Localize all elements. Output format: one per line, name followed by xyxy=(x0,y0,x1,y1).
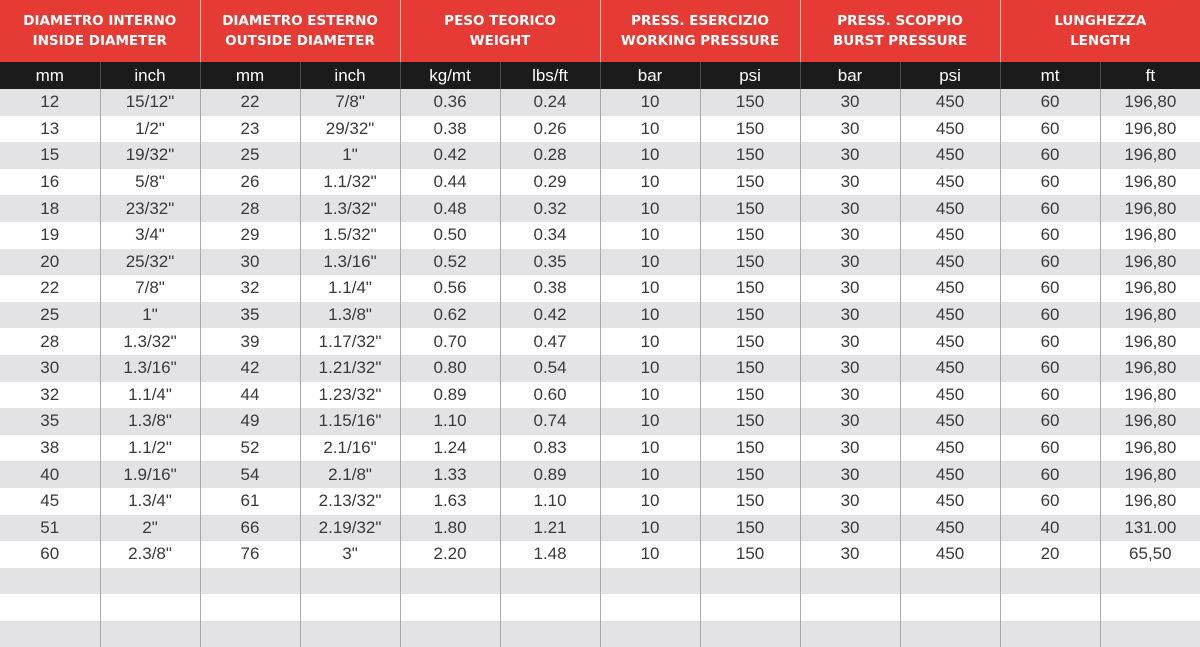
table-cell: 12 xyxy=(0,89,100,116)
table-cell: 7/8" xyxy=(300,89,400,116)
header-length: LUNGHEZZA LENGTH xyxy=(1000,0,1200,62)
table-cell: 0.26 xyxy=(500,116,600,143)
table-cell: 52 xyxy=(200,435,300,462)
table-cell xyxy=(100,594,200,621)
table-cell: 196,80 xyxy=(1100,488,1200,515)
table-row xyxy=(0,461,1200,488)
table-row xyxy=(0,408,1200,435)
table-cell: 450 xyxy=(900,249,1000,276)
table-cell: 1.10 xyxy=(400,408,500,435)
table-cell: 450 xyxy=(900,541,1000,568)
table-cell xyxy=(900,594,1000,621)
table-body xyxy=(0,89,1200,647)
table-cell: 0.56 xyxy=(400,275,500,302)
unit-label: bar xyxy=(600,62,700,89)
table-cell: 30 xyxy=(200,249,300,276)
table-cell: 1.10 xyxy=(500,488,600,515)
table-row xyxy=(0,382,1200,409)
table-cell xyxy=(100,568,200,595)
table-cell: 450 xyxy=(900,355,1000,382)
table-cell: 60 xyxy=(1000,275,1100,302)
table-cell: 30 xyxy=(800,541,900,568)
table-cell xyxy=(0,621,100,647)
table-row xyxy=(0,249,1200,276)
table-row xyxy=(0,222,1200,249)
table-cell: 60 xyxy=(1000,249,1100,276)
table-cell xyxy=(700,568,800,595)
table-cell: 150 xyxy=(700,541,800,568)
table-cell: 25/32" xyxy=(100,249,200,276)
table-cell: 30 xyxy=(800,89,900,116)
table-cell: 60 xyxy=(1000,382,1100,409)
header-weight: PESO TEORICO WEIGHT xyxy=(400,0,600,62)
table-cell: 1.5/32" xyxy=(300,222,400,249)
table-cell: 18 xyxy=(0,195,100,222)
table-cell: 45 xyxy=(0,488,100,515)
table-cell: 0.83 xyxy=(500,435,600,462)
table-cell: 60 xyxy=(1000,328,1100,355)
table-cell: 10 xyxy=(600,461,700,488)
table-cell: 23/32" xyxy=(100,195,200,222)
table-cell: 1.63 xyxy=(400,488,500,515)
table-cell: 30 xyxy=(800,195,900,222)
table-row xyxy=(0,142,1200,169)
table-cell: 60 xyxy=(1000,142,1100,169)
table-cell: 3" xyxy=(300,541,400,568)
table-row xyxy=(0,89,1200,116)
table-cell xyxy=(600,568,700,595)
table-cell: 60 xyxy=(1000,488,1100,515)
table-cell xyxy=(200,621,300,647)
table-cell: 60 xyxy=(1000,169,1100,196)
table-cell: 450 xyxy=(900,142,1000,169)
table-cell: 1.17/32" xyxy=(300,328,400,355)
table-cell: 30 xyxy=(800,142,900,169)
table-cell: 1.21/32" xyxy=(300,355,400,382)
table-cell: 28 xyxy=(200,195,300,222)
header-working-pressure: PRESS. ESERCIZIO WORKING PRESSURE xyxy=(600,0,800,62)
unit-label: inch xyxy=(100,62,200,89)
table-cell: 1.48 xyxy=(500,541,600,568)
unit-label: mt xyxy=(1000,62,1100,89)
table-cell: 32 xyxy=(0,382,100,409)
table-cell: 10 xyxy=(600,302,700,329)
table-cell: 196,80 xyxy=(1100,142,1200,169)
table-cell: 30 xyxy=(800,169,900,196)
table-cell: 450 xyxy=(900,89,1000,116)
table-cell: 10 xyxy=(600,408,700,435)
table-cell: 65,50 xyxy=(1100,541,1200,568)
table-cell: 60 xyxy=(0,541,100,568)
table-cell: 2.19/32" xyxy=(300,515,400,542)
table-cell: 150 xyxy=(700,382,800,409)
table-cell: 54 xyxy=(200,461,300,488)
table-cell xyxy=(700,621,800,647)
table-cell: 40 xyxy=(0,461,100,488)
table-cell: 10 xyxy=(600,275,700,302)
table-cell: 32 xyxy=(200,275,300,302)
table-cell xyxy=(1000,594,1100,621)
table-cell: 150 xyxy=(700,222,800,249)
table-cell: 196,80 xyxy=(1100,355,1200,382)
table-cell: 0.89 xyxy=(500,461,600,488)
table-cell: 1.1/32" xyxy=(300,169,400,196)
table-cell: 30 xyxy=(800,275,900,302)
table-cell: 10 xyxy=(600,515,700,542)
table-cell: 10 xyxy=(600,382,700,409)
unit-label: psi xyxy=(700,62,800,89)
table-cell: 30 xyxy=(800,408,900,435)
table-cell: 450 xyxy=(900,302,1000,329)
unit-label: ft xyxy=(1100,62,1200,89)
table-cell: 10 xyxy=(600,195,700,222)
table-cell: 2.3/8" xyxy=(100,541,200,568)
table-cell: 450 xyxy=(900,116,1000,143)
table-cell: 150 xyxy=(700,169,800,196)
table-cell: 1.24 xyxy=(400,435,500,462)
table-cell: 450 xyxy=(900,435,1000,462)
table-cell: 61 xyxy=(200,488,300,515)
table-cell: 150 xyxy=(700,515,800,542)
table-cell xyxy=(0,568,100,595)
table-cell: 44 xyxy=(200,382,300,409)
table-row xyxy=(0,169,1200,196)
table-cell: 0.28 xyxy=(500,142,600,169)
table-cell: 450 xyxy=(900,222,1000,249)
table-cell: 60 xyxy=(1000,355,1100,382)
table-cell: 0.74 xyxy=(500,408,600,435)
table-cell xyxy=(300,594,400,621)
table-cell: 2.13/32" xyxy=(300,488,400,515)
table-cell: 150 xyxy=(700,302,800,329)
table-cell: 7/8" xyxy=(100,275,200,302)
table-row xyxy=(0,302,1200,329)
table-cell: 22 xyxy=(200,89,300,116)
table-cell: 150 xyxy=(700,461,800,488)
table-cell: 10 xyxy=(600,541,700,568)
table-cell xyxy=(900,568,1000,595)
table-cell: 0.42 xyxy=(500,302,600,329)
table-cell: 30 xyxy=(800,249,900,276)
table-cell xyxy=(400,621,500,647)
table-cell xyxy=(300,621,400,647)
table-cell: 60 xyxy=(1000,302,1100,329)
unit-header-row xyxy=(0,62,1200,89)
table-cell xyxy=(200,594,300,621)
table-row xyxy=(0,515,1200,542)
table-cell xyxy=(1100,621,1200,647)
table-cell: 450 xyxy=(900,275,1000,302)
table-row xyxy=(0,488,1200,515)
table-cell: 150 xyxy=(700,116,800,143)
table-cell xyxy=(500,621,600,647)
table-cell: 30 xyxy=(800,515,900,542)
table-cell: 1.15/16" xyxy=(300,408,400,435)
table-cell: 196,80 xyxy=(1100,222,1200,249)
table-cell: 0.80 xyxy=(400,355,500,382)
table-header xyxy=(0,0,1200,89)
table-cell: 0.52 xyxy=(400,249,500,276)
table-cell: 1.1/4" xyxy=(300,275,400,302)
table-cell: 60 xyxy=(1000,435,1100,462)
table-cell: 66 xyxy=(200,515,300,542)
table-row xyxy=(0,328,1200,355)
table-cell xyxy=(800,568,900,595)
table-cell: 1.3/4" xyxy=(100,488,200,515)
table-cell: 1.1/2" xyxy=(100,435,200,462)
table-cell xyxy=(500,568,600,595)
table-cell: 60 xyxy=(1000,116,1100,143)
table-cell: 13 xyxy=(0,116,100,143)
table-row xyxy=(0,594,1200,621)
table-cell: 35 xyxy=(0,408,100,435)
table-cell: 1.33 xyxy=(400,461,500,488)
table-cell: 30 xyxy=(800,435,900,462)
table-cell: 196,80 xyxy=(1100,195,1200,222)
table-cell: 0.32 xyxy=(500,195,600,222)
table-cell: 196,80 xyxy=(1100,382,1200,409)
header-inside-diameter: DIAMETRO INTERNO INSIDE DIAMETER xyxy=(0,0,200,62)
table-cell: 196,80 xyxy=(1100,302,1200,329)
table-cell: 1.3/8" xyxy=(100,408,200,435)
table-cell: 20 xyxy=(0,249,100,276)
table-cell: 1.3/32" xyxy=(300,195,400,222)
table-cell: 1" xyxy=(300,142,400,169)
table-cell: 1.3/16" xyxy=(100,355,200,382)
header-outside-diameter: DIAMETRO ESTERNO OUTSIDE DIAMETER xyxy=(200,0,400,62)
table-cell xyxy=(1000,621,1100,647)
table-cell: 51 xyxy=(0,515,100,542)
table-cell: 30 xyxy=(800,461,900,488)
table-cell: 40 xyxy=(1000,515,1100,542)
table-cell: 30 xyxy=(800,382,900,409)
table-cell: 150 xyxy=(700,408,800,435)
table-cell: 196,80 xyxy=(1100,408,1200,435)
table-cell: 0.34 xyxy=(500,222,600,249)
table-cell: 0.36 xyxy=(400,89,500,116)
unit-label: bar xyxy=(800,62,900,89)
table-cell xyxy=(800,594,900,621)
table-cell: 30 xyxy=(800,116,900,143)
table-cell: 150 xyxy=(700,89,800,116)
table-cell: 450 xyxy=(900,382,1000,409)
table-cell: 150 xyxy=(700,328,800,355)
table-cell: 0.70 xyxy=(400,328,500,355)
table-cell: 450 xyxy=(900,195,1000,222)
table-cell: 150 xyxy=(700,355,800,382)
table-cell: 150 xyxy=(700,488,800,515)
table-row xyxy=(0,355,1200,382)
table-cell: 1.21 xyxy=(500,515,600,542)
table-cell: 450 xyxy=(900,488,1000,515)
table-cell: 150 xyxy=(700,249,800,276)
table-cell: 1.1/4" xyxy=(100,382,200,409)
table-cell: 60 xyxy=(1000,89,1100,116)
table-cell: 39 xyxy=(200,328,300,355)
table-cell: 1.3/16" xyxy=(300,249,400,276)
table-cell: 10 xyxy=(600,222,700,249)
table-row xyxy=(0,275,1200,302)
table-cell: 23 xyxy=(200,116,300,143)
unit-label: kg/mt xyxy=(400,62,500,89)
table-cell: 20 xyxy=(1000,541,1100,568)
table-cell: 5/8" xyxy=(100,169,200,196)
table-cell: 196,80 xyxy=(1100,169,1200,196)
table-cell: 3/4" xyxy=(100,222,200,249)
table-cell: 15/12" xyxy=(100,89,200,116)
table-cell: 196,80 xyxy=(1100,275,1200,302)
table-cell: 60 xyxy=(1000,195,1100,222)
table-cell xyxy=(900,621,1000,647)
table-cell xyxy=(0,594,100,621)
table-cell: 0.24 xyxy=(500,89,600,116)
table-cell: 0.60 xyxy=(500,382,600,409)
table-cell: 150 xyxy=(700,435,800,462)
table-cell xyxy=(400,568,500,595)
table-cell: 1/2" xyxy=(100,116,200,143)
group-header-row xyxy=(0,0,1200,62)
table-cell: 450 xyxy=(900,408,1000,435)
table-cell: 0.54 xyxy=(500,355,600,382)
table-cell xyxy=(300,568,400,595)
table-cell: 10 xyxy=(600,249,700,276)
table-cell: 196,80 xyxy=(1100,461,1200,488)
table-cell: 19 xyxy=(0,222,100,249)
table-cell: 25 xyxy=(0,302,100,329)
table-cell: 1.9/16" xyxy=(100,461,200,488)
table-cell: 2.1/8" xyxy=(300,461,400,488)
table-cell: 30 xyxy=(800,328,900,355)
table-cell: 150 xyxy=(700,195,800,222)
table-cell: 60 xyxy=(1000,222,1100,249)
table-cell: 450 xyxy=(900,169,1000,196)
table-cell: 26 xyxy=(200,169,300,196)
table-cell: 0.62 xyxy=(400,302,500,329)
table-cell: 0.35 xyxy=(500,249,600,276)
table-cell: 10 xyxy=(600,169,700,196)
table-row xyxy=(0,195,1200,222)
table-cell: 10 xyxy=(600,435,700,462)
table-cell: 2" xyxy=(100,515,200,542)
unit-label: mm xyxy=(200,62,300,89)
unit-label: lbs/ft xyxy=(500,62,600,89)
table-cell: 0.47 xyxy=(500,328,600,355)
table-cell: 196,80 xyxy=(1100,435,1200,462)
table-cell: 2.20 xyxy=(400,541,500,568)
table-row xyxy=(0,541,1200,568)
table-cell: 38 xyxy=(0,435,100,462)
table-cell: 0.48 xyxy=(400,195,500,222)
table-cell xyxy=(100,621,200,647)
table-cell: 450 xyxy=(900,515,1000,542)
table-cell xyxy=(500,594,600,621)
table-cell: 29/32" xyxy=(300,116,400,143)
table-cell: 450 xyxy=(900,461,1000,488)
table-cell: 60 xyxy=(1000,461,1100,488)
table-cell xyxy=(200,568,300,595)
table-cell: 150 xyxy=(700,142,800,169)
table-cell: 196,80 xyxy=(1100,116,1200,143)
table-cell: 0.89 xyxy=(400,382,500,409)
table-cell: 22 xyxy=(0,275,100,302)
table-cell: 10 xyxy=(600,355,700,382)
table-cell: 2.1/16" xyxy=(300,435,400,462)
table-cell: 10 xyxy=(600,142,700,169)
table-cell: 0.38 xyxy=(500,275,600,302)
table-cell: 131.00 xyxy=(1100,515,1200,542)
table-cell: 16 xyxy=(0,169,100,196)
table-cell: 30 xyxy=(800,355,900,382)
table-cell: 150 xyxy=(700,275,800,302)
table-cell xyxy=(600,594,700,621)
table-cell xyxy=(1000,568,1100,595)
table-cell: 19/32" xyxy=(100,142,200,169)
table-cell: 0.29 xyxy=(500,169,600,196)
table-cell xyxy=(600,621,700,647)
unit-label: mm xyxy=(0,62,100,89)
table-cell: 30 xyxy=(800,222,900,249)
table-cell: 1" xyxy=(100,302,200,329)
table-cell: 196,80 xyxy=(1100,328,1200,355)
table-cell: 196,80 xyxy=(1100,89,1200,116)
table-cell: 29 xyxy=(200,222,300,249)
table-cell: 30 xyxy=(0,355,100,382)
table-cell: 15 xyxy=(0,142,100,169)
table-cell xyxy=(400,594,500,621)
table-cell: 0.44 xyxy=(400,169,500,196)
table-cell: 42 xyxy=(200,355,300,382)
table-row xyxy=(0,568,1200,595)
table-cell: 0.42 xyxy=(400,142,500,169)
table-cell xyxy=(700,594,800,621)
table-cell: 10 xyxy=(600,116,700,143)
table-cell: 30 xyxy=(800,488,900,515)
table-cell xyxy=(1100,568,1200,595)
table-cell: 196,80 xyxy=(1100,249,1200,276)
table-cell: 450 xyxy=(900,328,1000,355)
table-cell: 49 xyxy=(200,408,300,435)
table-row xyxy=(0,116,1200,143)
table-cell: 10 xyxy=(600,488,700,515)
table-cell: 30 xyxy=(800,302,900,329)
unit-label: inch xyxy=(300,62,400,89)
table-row xyxy=(0,435,1200,462)
table-cell: 1.23/32" xyxy=(300,382,400,409)
table-cell: 1.3/32" xyxy=(100,328,200,355)
unit-label: psi xyxy=(900,62,1000,89)
table-row xyxy=(0,621,1200,647)
table-cell: 1.80 xyxy=(400,515,500,542)
header-burst-pressure: PRESS. SCOPPIO BURST PRESSURE xyxy=(800,0,1000,62)
table-cell: 1.3/8" xyxy=(300,302,400,329)
table-cell xyxy=(1100,594,1200,621)
table-cell: 35 xyxy=(200,302,300,329)
table-cell: 0.50 xyxy=(400,222,500,249)
table-cell: 60 xyxy=(1000,408,1100,435)
table-cell: 10 xyxy=(600,89,700,116)
table-cell: 10 xyxy=(600,328,700,355)
table-cell: 0.38 xyxy=(400,116,500,143)
table-cell: 28 xyxy=(0,328,100,355)
table-cell xyxy=(800,621,900,647)
table-cell: 25 xyxy=(200,142,300,169)
table-cell: 76 xyxy=(200,541,300,568)
